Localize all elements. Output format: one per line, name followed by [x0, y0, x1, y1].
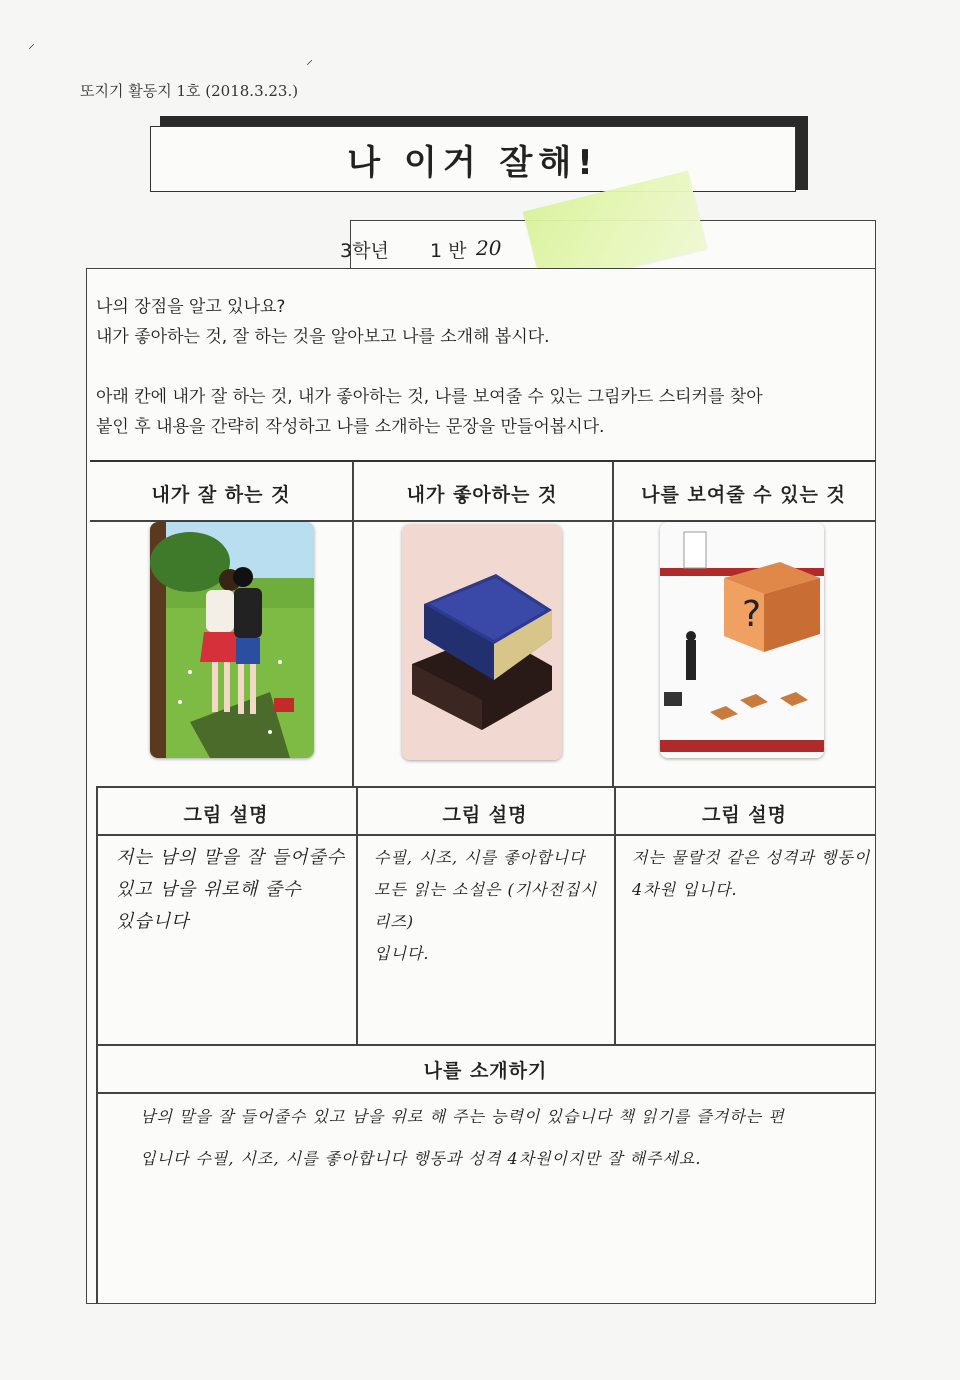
mystery-box-picture-card — [660, 522, 824, 758]
book-picture-card — [402, 524, 562, 760]
row-divider — [96, 1044, 875, 1046]
picture-description-header: 그림 설명 — [442, 804, 528, 826]
picture-description-header: 그림 설명 — [183, 804, 269, 826]
hug-illustration — [150, 522, 314, 758]
row-divider — [96, 1092, 875, 1094]
pen-mark: ⸝ — [306, 52, 313, 68]
worksheet-header: 또지기 활동지 1호 (2018.3.23.) — [80, 82, 299, 100]
picture-description-header: 그림 설명 — [701, 804, 788, 826]
handwritten-line: 저는 남의 말을 잘 들어줄수 — [116, 847, 346, 868]
page-title: 나 이거 잘해! — [150, 126, 796, 192]
instruction-line: 내가 좋아하는 것, 잘 하는 것을 알아보고 나를 소개해 봅시다. — [96, 327, 550, 347]
svg-text:?: ? — [742, 594, 762, 635]
column-header-good-at: 내가 잘 하는 것 — [151, 484, 291, 506]
column-header-show-me: 나를 보여줄 수 있는 것 — [641, 484, 846, 506]
row-divider — [96, 834, 875, 836]
mystery-box-illustration — [660, 522, 824, 758]
handwritten-line: 입니다 수필, 시조, 시를 좋아합니다 행동과 성격 4차원이지만 잘 해주세요. — [140, 1149, 702, 1168]
handwritten-line: 남의 말을 잘 들어줄수 있고 남을 위로 해 주는 능력이 있습니다 책 읽기를 즐겨하는 편 — [140, 1107, 785, 1126]
handwritten-line: 4차원 입니다. — [632, 880, 738, 899]
handwritten-line: 있고 남을 위로해 줄수 — [116, 879, 302, 900]
column-header-like: 내가 좋아하는 것 — [406, 484, 558, 506]
description-show-me — [632, 842, 874, 906]
pen-mark: ⸝ — [28, 36, 35, 52]
instruction-line: 붙인 후 내용을 간략히 작성하고 나를 소개하는 문장을 만들어봅시다. — [96, 417, 605, 437]
table-top-rule — [90, 460, 875, 462]
handwritten-line: 모든 읽는 소설은 (기사전집시리즈) — [374, 880, 597, 931]
row-divider — [96, 786, 875, 788]
instruction-line: 아래 칸에 내가 잘 하는 것, 내가 좋아하는 것, 나를 보여줄 수 있는 그림카드 스티커를 찾아 — [96, 387, 763, 407]
description-like — [374, 842, 612, 970]
class-label: 1 반 — [430, 240, 467, 262]
column-divider — [352, 461, 354, 786]
student-number: 20 — [476, 236, 502, 260]
hug-picture-card — [150, 522, 314, 758]
handwritten-line: 저는 물랄것 같은 성격과 행동이 — [632, 848, 871, 867]
handwritten-line: 입니다. — [374, 944, 430, 963]
instructions — [96, 292, 871, 442]
description-good-at — [116, 842, 354, 938]
instruction-line: 나의 장점을 알고 있나요? — [96, 297, 286, 317]
book-illustration — [402, 524, 562, 760]
grade-label: 3학년 — [340, 240, 389, 262]
column-divider — [612, 461, 614, 786]
handwritten-line: 수필, 시조, 시를 좋아합니다 — [374, 848, 586, 867]
handwritten-line: 있습니다 — [116, 911, 190, 932]
self-introduction-text — [140, 1096, 870, 1180]
self-introduction-header: 나를 소개하기 — [423, 1060, 548, 1082]
